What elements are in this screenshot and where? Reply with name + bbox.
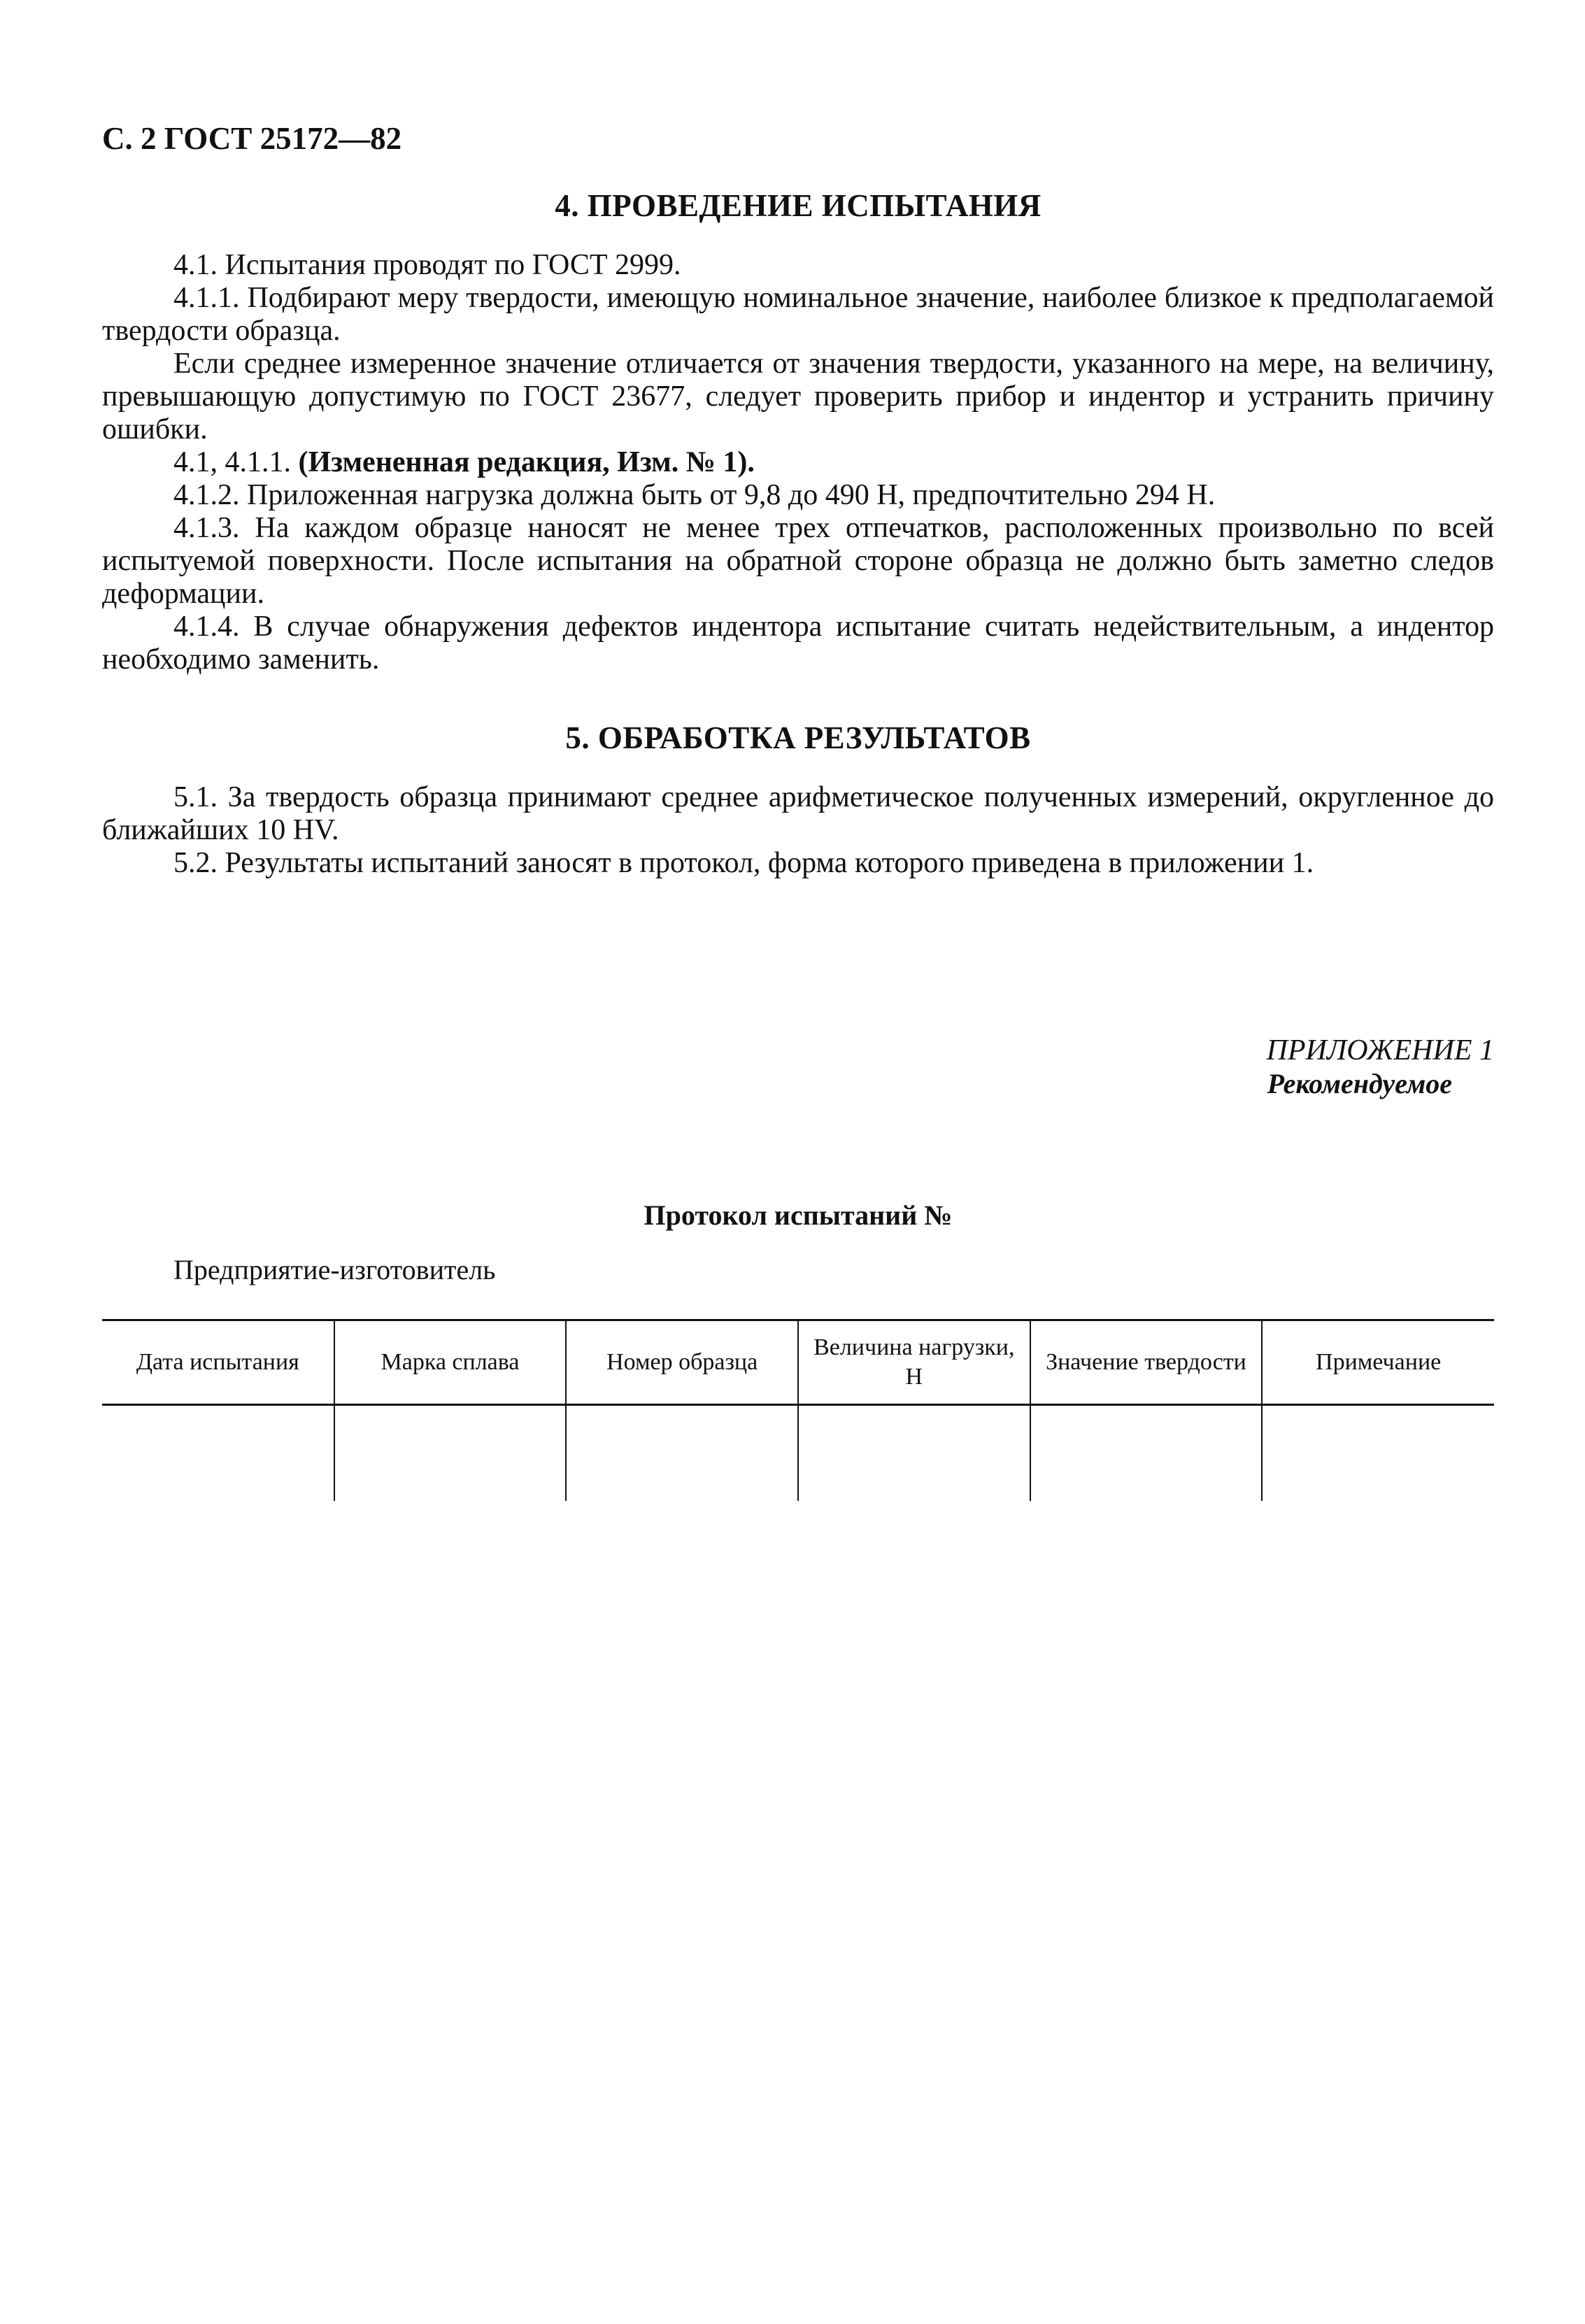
- table-header-row: [102, 1320, 1494, 1405]
- table-cell: [1030, 1405, 1263, 1502]
- table-cell: [334, 1405, 567, 1502]
- appendix-title: ПРИЛОЖЕНИЕ 1: [1266, 1034, 1494, 1067]
- paragraph-4-1-1-cont: Если среднее измеренное значение отличается от значения твердости, указанного на мере, на величину, превышающую допустимую по ГОСТ 23677, следует проверить прибор и индентор и устранить причину ошибки.: [102, 348, 1494, 445]
- table-cell: [1262, 1405, 1494, 1502]
- protocol-title: Протокол испытаний №: [644, 1199, 953, 1231]
- column-header-alloy: Марка сплава: [334, 1320, 567, 1405]
- paragraph-4-1-3: 4.1.3. На каждом образце наносят не менее трех отпечатков, расположенных произвольно по всей испытуемой поверхности. После испытания на обратной стороне образца не должно быть заметно следов деформации.: [102, 512, 1494, 610]
- paragraph-4-1-1: 4.1.1. Подбирают меру твердости, имеющую номинальное значение, наиболее близкое к предполагаемой твердости образца.: [102, 282, 1494, 347]
- column-header-note: Примечание: [1262, 1320, 1494, 1405]
- table-cell: [798, 1405, 1030, 1502]
- appendix-heading: [102, 1034, 1494, 1101]
- section-5-body: [102, 781, 1494, 880]
- paragraph-amendment: [102, 446, 1494, 479]
- column-header-hardness: Значение твердости: [1030, 1320, 1263, 1405]
- table-cell: [566, 1405, 798, 1502]
- paragraph-5-2: 5.2. Результаты испытаний заносят в протокол, форма которого приведена в приложении 1.: [173, 847, 1314, 879]
- company-label: Предприятие-изготовитель: [173, 1254, 496, 1285]
- column-header-sample-number: Номер образца: [566, 1320, 798, 1405]
- paragraph-4-1-2: 4.1.2. Приложенная нагрузка должна быть от 9,8 до 490 Н, предпочтительно 294 Н.: [173, 479, 1216, 511]
- paragraph-4-1-4: 4.1.4. В случае обнаружения дефектов индентора испытание считать недействительным, а индентор необходимо заменить.: [102, 611, 1494, 676]
- column-header-date: Дата испытания: [102, 1320, 334, 1405]
- paragraph-5-1: 5.1. За твердость образца принимают среднее арифметическое полученных измерений, округленное до ближайших 10 HV.: [102, 781, 1494, 846]
- appendix-subtitle: Рекомендуемое: [1267, 1068, 1452, 1099]
- paragraph-4-1: 4.1. Испытания проводят по ГОСТ 2999.: [173, 249, 681, 281]
- protocol-table: [102, 1319, 1494, 1501]
- amendment-ref: 4.1, 4.1.1.: [173, 446, 299, 478]
- table-row: [102, 1405, 1494, 1502]
- column-header-load: Величина нагрузки, Н: [798, 1320, 1030, 1405]
- section-4-body: [102, 249, 1494, 676]
- document-page: [102, 119, 1494, 1501]
- section-4-title: 4. ПРОВЕДЕНИЕ ИСПЫТАНИЯ: [555, 188, 1042, 223]
- section-5-title: 5. ОБРАБОТКА РЕЗУЛЬТАТОВ: [565, 720, 1031, 755]
- table-cell: [102, 1405, 334, 1502]
- amendment-note: (Измененная редакция, Изм. № 1).: [298, 446, 755, 478]
- running-head: С. 2 ГОСТ 25172—82: [102, 121, 402, 156]
